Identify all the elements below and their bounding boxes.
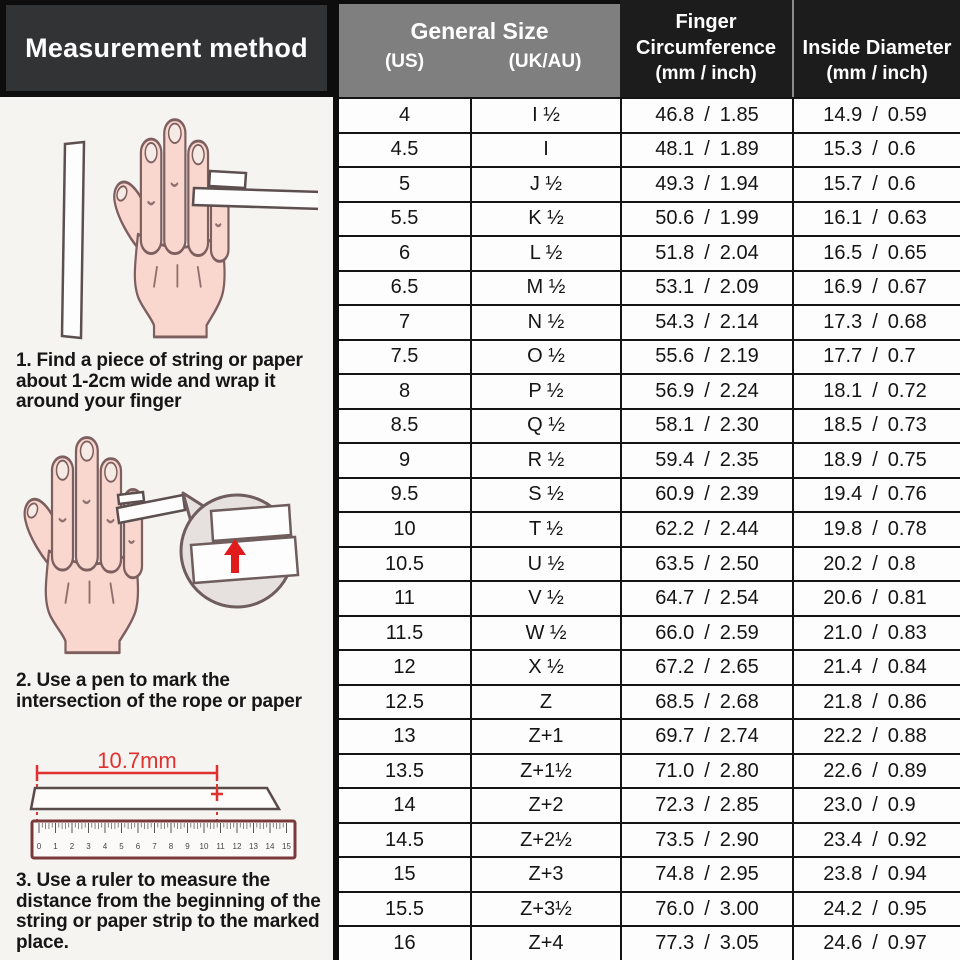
step1-text: 1. Find a piece of string or paper about 1-2cm wide and wrap it around your finger [16, 350, 303, 412]
step2-illustration [5, 423, 325, 673]
hand-illustration [25, 438, 142, 653]
cell-inside-diameter: 21.4 / 0.84 [792, 651, 960, 684]
table-row [339, 856, 960, 891]
cell-us-size: 7.5 [339, 341, 470, 374]
table-row [339, 97, 960, 132]
table-row [339, 270, 960, 305]
cell-uk-au-size: N ½ [470, 306, 620, 339]
table-row [339, 822, 960, 857]
size-chart-table [333, 0, 960, 960]
paper-strip [31, 788, 279, 809]
cell-inside-diameter: 22.6 / 0.89 [792, 755, 960, 788]
cell-finger-circumference: 76.0 / 3.00 [620, 893, 792, 926]
cell-finger-circumference: 55.6 / 2.19 [620, 341, 792, 374]
svg-text:13: 13 [249, 842, 258, 851]
table-row [339, 235, 960, 270]
cell-uk-au-size: Z+4 [470, 927, 620, 960]
cell-us-size: 9 [339, 444, 470, 477]
table-row [339, 925, 960, 960]
cell-us-size: 11.5 [339, 617, 470, 650]
cell-inside-diameter: 16.5 / 0.65 [792, 237, 960, 270]
cell-inside-diameter: 24.6 / 0.97 [792, 927, 960, 960]
table-body [339, 97, 960, 960]
ruler [32, 821, 295, 858]
cell-us-size: 11 [339, 582, 470, 615]
table-row [339, 684, 960, 719]
svg-text:11: 11 [216, 842, 225, 851]
cell-us-size: 4.5 [339, 134, 470, 167]
table-row [339, 615, 960, 650]
magnifier-callout [181, 493, 298, 607]
cell-finger-circumference: 64.7 / 2.54 [620, 582, 792, 615]
cell-inside-diameter: 23.8 / 0.94 [792, 858, 960, 891]
header-uk-au: (UK/AU) [508, 51, 582, 72]
table-row [339, 787, 960, 822]
header-finger-line2: Circumference [635, 37, 777, 59]
cell-inside-diameter: 20.2 / 0.8 [792, 548, 960, 581]
cell-us-size: 7 [339, 306, 470, 339]
cell-finger-circumference: 51.8 / 2.04 [620, 237, 792, 270]
cell-us-size: 12 [339, 651, 470, 684]
header-finger-unit: (mm / inch) [655, 63, 757, 84]
cell-uk-au-size: Z+2½ [470, 824, 620, 857]
overlap-strip-bottom [191, 537, 298, 583]
cell-finger-circumference: 62.2 / 2.44 [620, 513, 792, 546]
cell-finger-circumference: 59.4 / 2.35 [620, 444, 792, 477]
step3-text: 3. Use a ruler to measure the distance from the beginning of the string or paper strip to the marked place. [16, 870, 321, 953]
cell-inside-diameter: 15.7 / 0.6 [792, 168, 960, 201]
cell-inside-diameter: 18.5 / 0.73 [792, 410, 960, 443]
header-us: (US) [384, 51, 425, 72]
step2-text: 2. Use a pen to mark the intersection of the rope or paper [16, 670, 302, 712]
header-general-size [339, 0, 620, 97]
table-row [339, 891, 960, 926]
cell-inside-diameter: 16.9 / 0.67 [792, 272, 960, 305]
table-row [339, 511, 960, 546]
cell-finger-circumference: 54.3 / 2.14 [620, 306, 792, 339]
cell-finger-circumference: 68.5 / 2.68 [620, 686, 792, 719]
svg-text:5: 5 [119, 842, 124, 851]
cell-uk-au-size: J ½ [470, 168, 620, 201]
cell-uk-au-size: Z+1½ [470, 755, 620, 788]
cell-us-size: 15 [339, 858, 470, 891]
cell-us-size: 15.5 [339, 893, 470, 926]
cell-uk-au-size: L ½ [470, 237, 620, 270]
cell-inside-diameter: 24.2 / 0.95 [792, 893, 960, 926]
cell-inside-diameter: 16.1 / 0.63 [792, 203, 960, 236]
header-general-size-title: General Size [410, 18, 549, 44]
cell-us-size: 9.5 [339, 479, 470, 512]
cell-finger-circumference: 56.9 / 2.24 [620, 375, 792, 408]
cell-us-size: 10 [339, 513, 470, 546]
cell-inside-diameter: 23.0 / 0.9 [792, 789, 960, 822]
cell-uk-au-size: I [470, 134, 620, 167]
svg-text:3: 3 [86, 842, 91, 851]
cell-uk-au-size: Z+3 [470, 858, 620, 891]
table-row [339, 304, 960, 339]
cell-inside-diameter: 17.3 / 0.68 [792, 306, 960, 339]
cell-finger-circumference: 50.6 / 1.99 [620, 203, 792, 236]
cell-uk-au-size: T ½ [470, 513, 620, 546]
cell-finger-circumference: 58.1 / 2.30 [620, 410, 792, 443]
svg-text:14: 14 [265, 842, 275, 851]
measurement-method-panel [0, 0, 333, 960]
paper-strip-on-finger [117, 492, 185, 523]
header-diameter-unit: (mm / inch) [826, 63, 928, 84]
cell-finger-circumference: 72.3 / 2.85 [620, 789, 792, 822]
table-row [339, 580, 960, 615]
svg-text:6: 6 [135, 842, 141, 851]
cell-finger-circumference: 46.8 / 1.85 [620, 99, 792, 132]
svg-text:8: 8 [168, 842, 174, 851]
step3-illustration [15, 742, 325, 872]
table-row [339, 546, 960, 581]
cell-inside-diameter: 19.8 / 0.78 [792, 513, 960, 546]
cell-inside-diameter: 23.4 / 0.92 [792, 824, 960, 857]
cell-uk-au-size: K ½ [470, 203, 620, 236]
svg-text:0: 0 [36, 842, 42, 851]
header-inside-diameter [792, 0, 960, 97]
cell-us-size: 8.5 [339, 410, 470, 443]
table-row [339, 718, 960, 753]
cell-inside-diameter: 22.2 / 0.88 [792, 720, 960, 753]
cell-uk-au-size: R ½ [470, 444, 620, 477]
cell-uk-au-size: P ½ [470, 375, 620, 408]
svg-text:12: 12 [232, 842, 242, 851]
svg-text:7: 7 [152, 842, 157, 851]
paper-strip-on-finger [193, 171, 318, 209]
cell-us-size: 12.5 [339, 686, 470, 719]
cell-us-size: 4 [339, 99, 470, 132]
table-row [339, 132, 960, 167]
step1-illustration [18, 108, 318, 348]
cell-uk-au-size: X ½ [470, 651, 620, 684]
hand-illustration [114, 120, 228, 337]
svg-text:9: 9 [185, 842, 190, 851]
cell-finger-circumference: 73.5 / 2.90 [620, 824, 792, 857]
cell-uk-au-size: W ½ [470, 617, 620, 650]
table-row [339, 477, 960, 512]
table-row [339, 649, 960, 684]
table-row [339, 166, 960, 201]
cell-us-size: 8 [339, 375, 470, 408]
cell-uk-au-size: Z+3½ [470, 893, 620, 926]
cell-uk-au-size: Z [470, 686, 620, 719]
cell-us-size: 5 [339, 168, 470, 201]
cell-inside-diameter: 19.4 / 0.76 [792, 479, 960, 512]
header-diameter-line1: Inside Diameter [802, 37, 952, 59]
table-row [339, 753, 960, 788]
table-row [339, 373, 960, 408]
cell-uk-au-size: I ½ [470, 99, 620, 132]
cell-finger-circumference: 53.1 / 2.09 [620, 272, 792, 305]
cell-finger-circumference: 74.8 / 2.95 [620, 858, 792, 891]
cell-inside-diameter: 21.0 / 0.83 [792, 617, 960, 650]
cell-finger-circumference: 77.3 / 3.05 [620, 927, 792, 960]
cell-us-size: 13.5 [339, 755, 470, 788]
svg-text:10: 10 [199, 842, 209, 851]
table-row [339, 201, 960, 236]
cell-finger-circumference: 60.9 / 2.39 [620, 479, 792, 512]
table-row [339, 442, 960, 477]
cell-us-size: 13 [339, 720, 470, 753]
table-row [339, 339, 960, 374]
cell-inside-diameter: 17.7 / 0.7 [792, 341, 960, 374]
cell-finger-circumference: 67.2 / 2.65 [620, 651, 792, 684]
cell-us-size: 14 [339, 789, 470, 822]
cell-inside-diameter: 14.9 / 0.59 [792, 99, 960, 132]
header-finger-line1: Finger [675, 11, 737, 33]
cell-us-size: 14.5 [339, 824, 470, 857]
table-header [339, 0, 960, 97]
cell-finger-circumference: 69.7 / 2.74 [620, 720, 792, 753]
cell-uk-au-size: S ½ [470, 479, 620, 512]
svg-text:4: 4 [102, 842, 108, 851]
cell-inside-diameter: 20.6 / 0.81 [792, 582, 960, 615]
svg-text:2: 2 [69, 842, 75, 851]
cell-us-size: 10.5 [339, 548, 470, 581]
cell-uk-au-size: Z+2 [470, 789, 620, 822]
cell-us-size: 16 [339, 927, 470, 960]
header-finger-circumference [620, 0, 792, 97]
paper-strip-vertical [62, 142, 84, 338]
cell-uk-au-size: Q ½ [470, 410, 620, 443]
cell-inside-diameter: 18.1 / 0.72 [792, 375, 960, 408]
cell-uk-au-size: M ½ [470, 272, 620, 305]
cell-uk-au-size: O ½ [470, 341, 620, 374]
cell-inside-diameter: 18.9 / 0.75 [792, 444, 960, 477]
page-title [0, 0, 333, 97]
cell-us-size: 6 [339, 237, 470, 270]
cell-uk-au-size: Z+1 [470, 720, 620, 753]
svg-text:15: 15 [282, 842, 291, 851]
cell-finger-circumference: 71.0 / 2.80 [620, 755, 792, 788]
table-row [339, 408, 960, 443]
cell-uk-au-size: V ½ [470, 582, 620, 615]
cell-us-size: 5.5 [339, 203, 470, 236]
cell-us-size: 6.5 [339, 272, 470, 305]
cell-finger-circumference: 63.5 / 2.50 [620, 548, 792, 581]
measurement-value-label: 10.7mm [97, 748, 177, 773]
page-title-text: Measurement method [25, 32, 308, 63]
cell-inside-diameter: 15.3 / 0.6 [792, 134, 960, 167]
cell-finger-circumference: 49.3 / 1.94 [620, 168, 792, 201]
svg-text:1: 1 [53, 842, 58, 851]
cell-finger-circumference: 66.0 / 2.59 [620, 617, 792, 650]
cell-inside-diameter: 21.8 / 0.86 [792, 686, 960, 719]
cell-uk-au-size: U ½ [470, 548, 620, 581]
cell-finger-circumference: 48.1 / 1.89 [620, 134, 792, 167]
overlap-strip-top [211, 505, 291, 541]
